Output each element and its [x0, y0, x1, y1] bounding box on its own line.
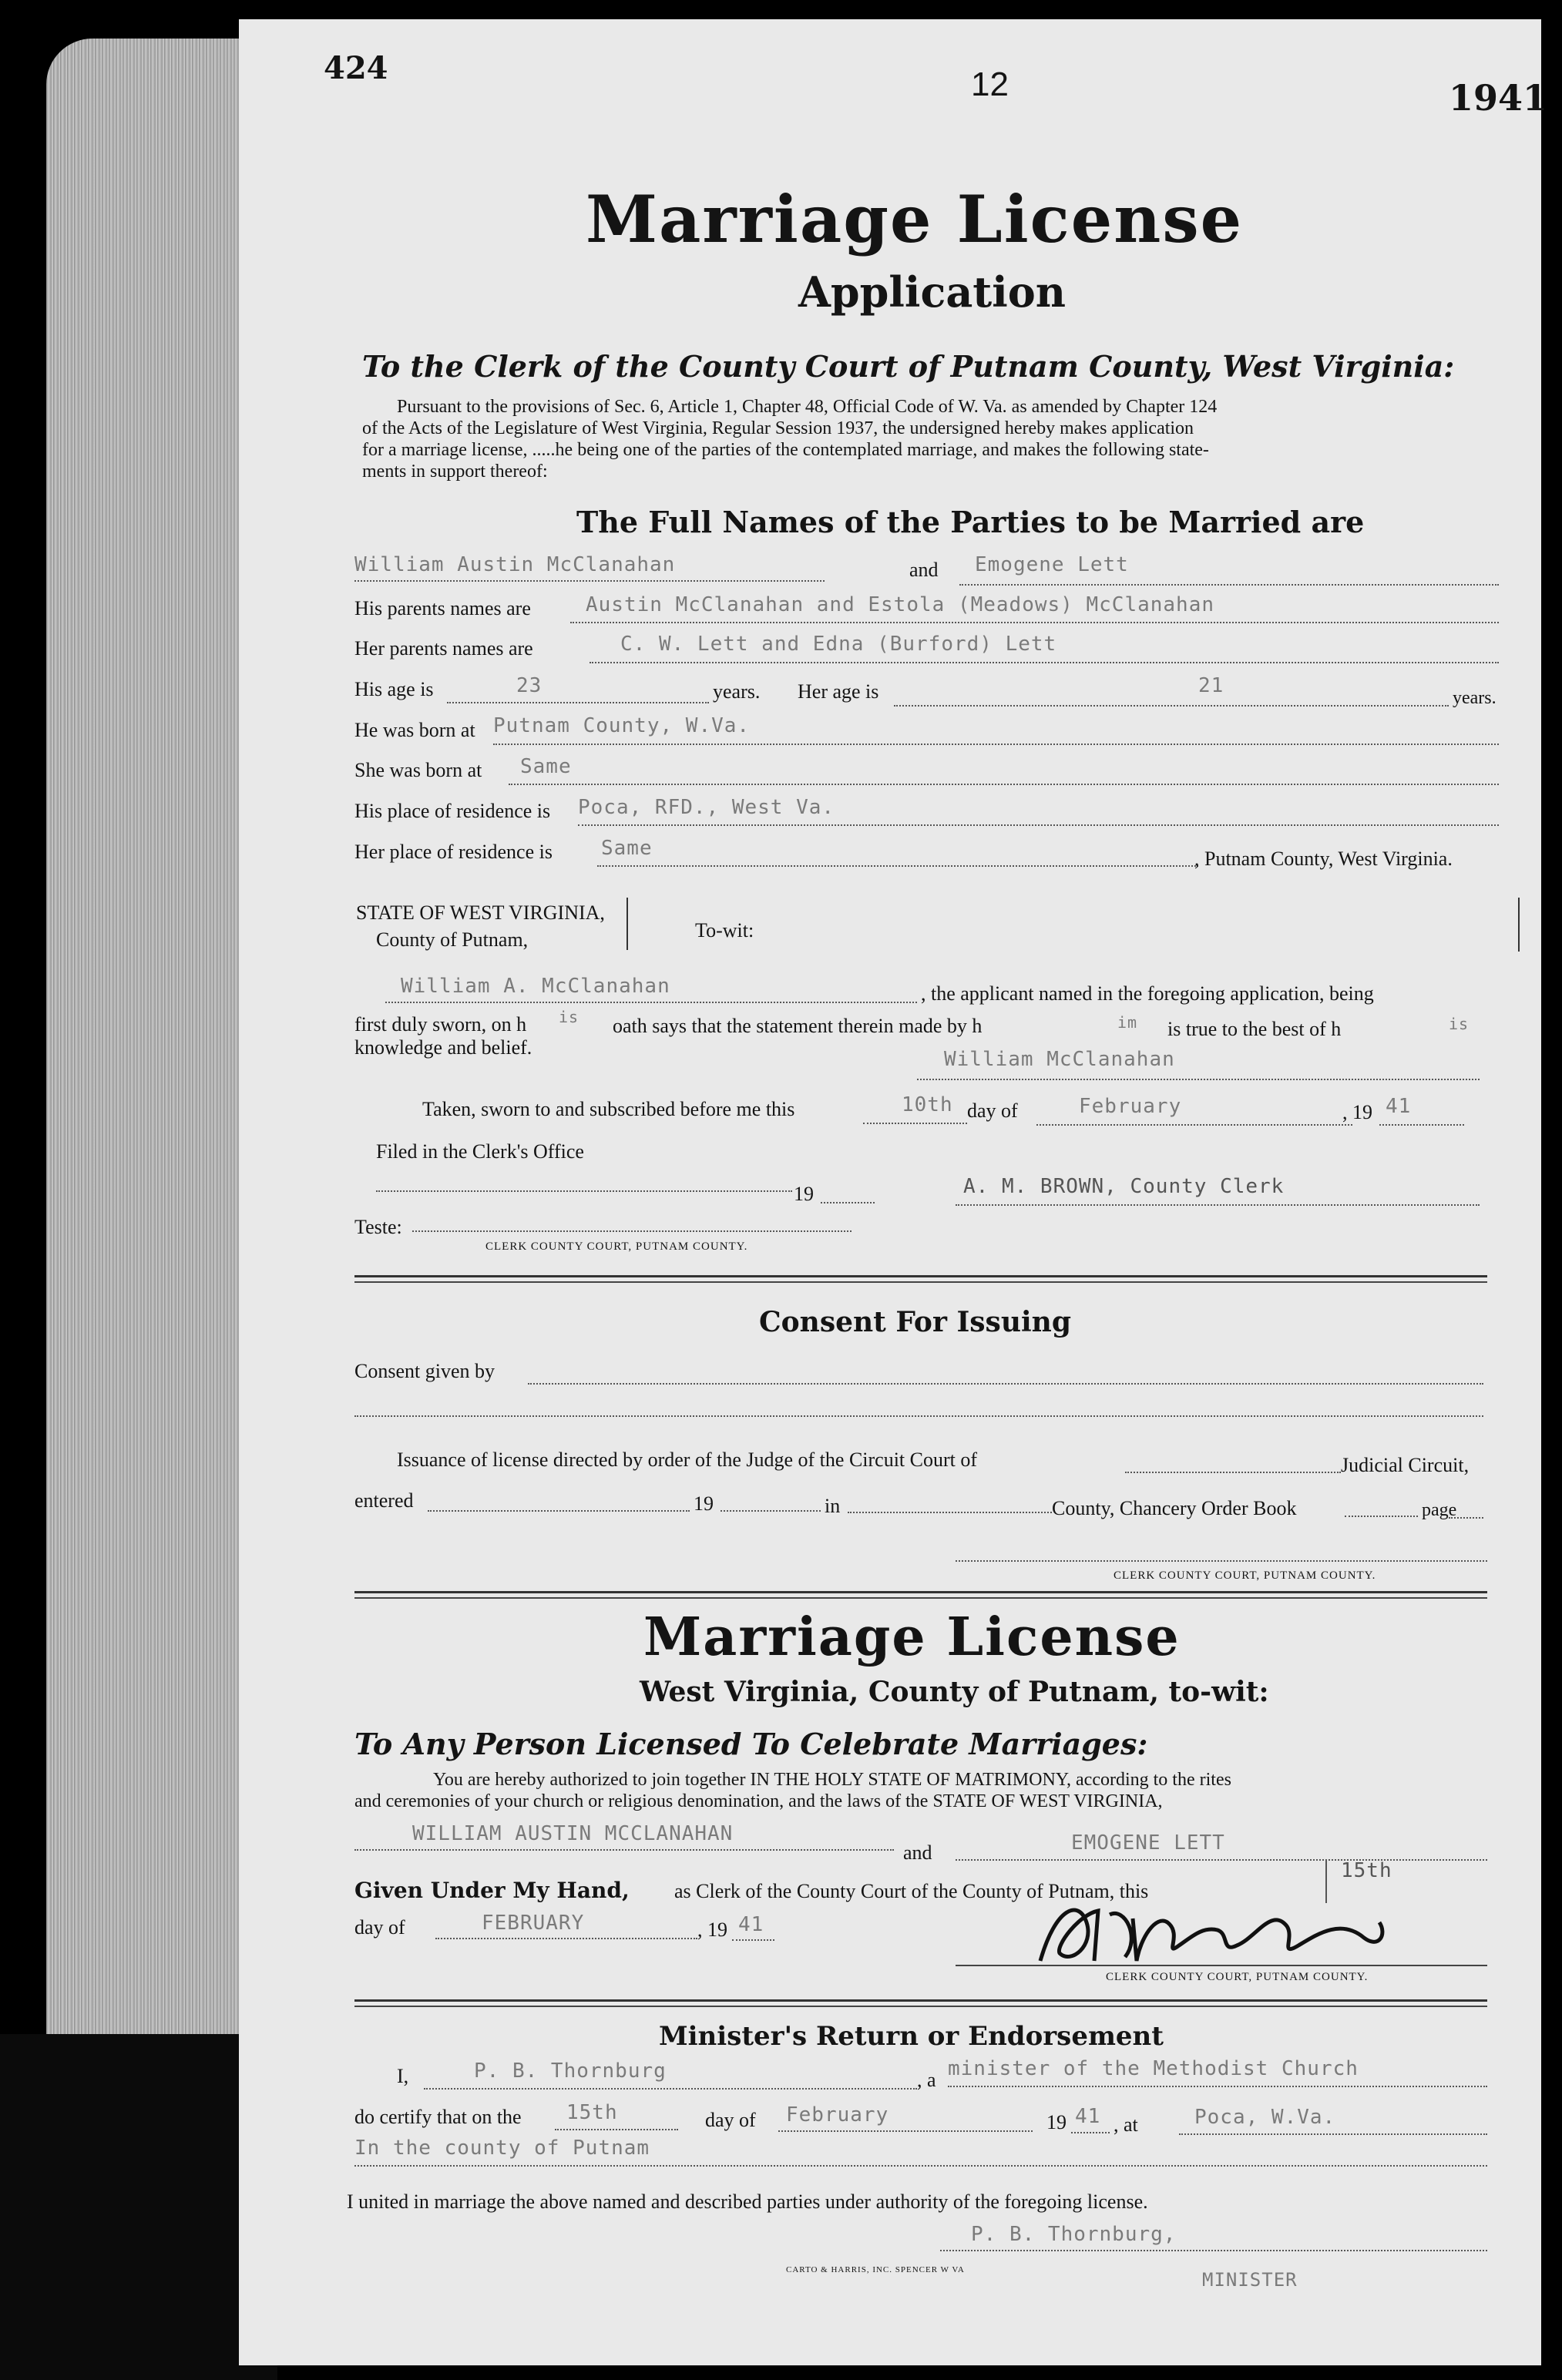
- and-label: and: [909, 559, 939, 581]
- his-parents-line: [570, 622, 1499, 623]
- issuance-label: Issuance of license directed by order of the Judge of the Circuit Court of: [397, 1448, 978, 1471]
- oath-his-1: is: [559, 1008, 579, 1026]
- license-year-prefix: , 19: [697, 1918, 727, 1941]
- his-residence-label: His place of residence is: [354, 800, 551, 822]
- oath-brace: [626, 898, 628, 950]
- year-number: 1941: [1449, 77, 1548, 119]
- consent-given-line: [528, 1383, 1483, 1385]
- oath-taken-label: Taken, sworn to and subscribed before me this: [422, 1098, 795, 1120]
- she-born-value: Same: [520, 755, 572, 778]
- license-groom: WILLIAM AUSTIN MCCLANAHAN: [412, 1822, 734, 1845]
- license-and-label: and: [903, 1841, 932, 1864]
- license-signature-line: [956, 1965, 1487, 1966]
- minister-i-label: I,: [397, 2065, 409, 2087]
- chancery-line: [1345, 1516, 1418, 1517]
- names-heading: The Full Names of the Parties to be Married are: [576, 505, 1365, 539]
- oath-state: STATE OF WEST VIRGINIA,: [356, 901, 605, 924]
- oath-right-bracket: [1518, 898, 1520, 952]
- consent-clerk-caption: CLERK COUNTY COURT, PUTNAM COUNTY.: [1114, 1569, 1376, 1582]
- in-label: in: [825, 1495, 841, 1517]
- filed-year-line: [821, 1202, 875, 1203]
- teste-line: [412, 1230, 852, 1232]
- his-residence-value: Poca, RFD., West Va.: [578, 796, 835, 819]
- license-bride-line: [956, 1859, 1487, 1861]
- minister-year-prefix: 19: [1046, 2111, 1067, 2133]
- his-parents-value: Austin McClanahan and Estola (Meadows) McClanahan: [586, 593, 1215, 616]
- oath-day-of-label: day of: [967, 1099, 1018, 1122]
- minister-signature-line: [940, 2250, 1487, 2251]
- oath-applicant-line: [385, 1002, 917, 1003]
- oath-month: February: [1079, 1095, 1182, 1118]
- minister-certify-label: do certify that on the: [354, 2106, 522, 2128]
- license-paragraph-1: You are hereby authorized to join together IN THE HOLY STATE OF MATRIMONY, according to the rites: [433, 1770, 1231, 1790]
- section-rule-1: [354, 1275, 1487, 1277]
- license-year: 41: [738, 1913, 764, 1936]
- oath-line-3: knowledge and belief.: [354, 1036, 532, 1059]
- filed-label: Filed in the Clerk's Office: [376, 1140, 584, 1163]
- entered-nineteen: 19: [694, 1492, 714, 1515]
- oath-line-2c: is true to the best of h: [1167, 1018, 1342, 1040]
- section-rule-2: [354, 1591, 1487, 1593]
- minister-role: minister of the Methodist Church: [948, 2057, 1359, 2080]
- her-full-name: Emogene Lett: [975, 553, 1129, 576]
- license-bride: EMOGENE LETT: [1071, 1831, 1225, 1855]
- license-month-line: [435, 1938, 697, 1939]
- minister-heading: Minister's Return or Endorsement: [659, 2021, 1164, 2052]
- county-clerk-line: [956, 1204, 1480, 1206]
- left-page-number: 424: [324, 50, 388, 86]
- minister-place: Poca, W.Va.: [1194, 2106, 1336, 2129]
- center-number: 12: [971, 65, 1009, 103]
- consent-clerk-line: [956, 1560, 1487, 1562]
- application-paragraph-3: for a marriage license, .....he being one of the parties of the contemplated marriage, and makes the following state-: [362, 440, 1209, 460]
- oath-year-line: [1379, 1124, 1464, 1126]
- oath-year: 41: [1386, 1095, 1412, 1118]
- minister-day: 15th: [566, 2101, 618, 2124]
- given-rest: as Clerk of the County Court of the County of Putnam, this: [674, 1880, 1149, 1902]
- application-title: Marriage License: [586, 181, 1244, 257]
- minister-united-text: I united in marriage the above named and described parties under authority of the foregoing license.: [347, 2190, 1148, 2213]
- minister-place-line: [1179, 2133, 1487, 2135]
- page-label: page: [1422, 1500, 1457, 1520]
- entered-label: entered: [354, 1489, 414, 1512]
- minister-at-label: , at: [1114, 2113, 1138, 2136]
- minister-county-line: In the county of Putnam: [354, 2137, 650, 2160]
- consent-given-line-2: [354, 1415, 1483, 1417]
- her-parents-line: [590, 662, 1499, 663]
- oath-applicant-signature: William McClanahan: [944, 1048, 1175, 1071]
- oath-month-line: [1036, 1124, 1352, 1126]
- her-parents-label: Her parents names are: [354, 637, 533, 660]
- oath-day-line: [863, 1123, 967, 1124]
- application-paragraph-4: ments in support thereof:: [362, 462, 548, 482]
- minister-name-line: [424, 2088, 917, 2090]
- his-residence-line: [578, 824, 1499, 826]
- section-rule-3: [354, 1999, 1487, 2002]
- his-name-line: [354, 580, 825, 582]
- license-day: 15th: [1341, 1859, 1392, 1882]
- minister-day-line: [555, 2129, 678, 2130]
- oath-signature-line: [917, 1079, 1480, 1080]
- application-paragraph-2: of the Acts of the Legislature of West Virginia, Regular Session 1937, the undersigned hereby makes application: [362, 418, 1194, 438]
- his-full-name: William Austin McClanahan: [354, 553, 676, 576]
- oath-year-prefix: , 19: [1342, 1101, 1372, 1123]
- minister-name: P. B. Thornburg: [474, 2059, 667, 2083]
- oath-line-2a: first duly sworn, on h: [354, 1013, 527, 1036]
- license-title: Marriage License: [643, 1606, 1181, 1668]
- license-address: To Any Person Licensed To Celebrate Marriages:: [354, 1727, 1148, 1761]
- ledger-page: [239, 19, 1548, 2365]
- application-subtitle: Application: [798, 267, 1067, 317]
- printer-credit: CARTO & HARRIS, INC. SPENCER W VA: [786, 2265, 965, 2274]
- in-line: [848, 1512, 1052, 1513]
- minister-month: February: [786, 2103, 889, 2127]
- page-line: [1449, 1517, 1483, 1519]
- she-born-line: [509, 784, 1499, 785]
- oath-applicant: William A. McClanahan: [401, 975, 670, 998]
- entered-line: [428, 1510, 690, 1512]
- minister-a-label: , a: [917, 2069, 936, 2091]
- license-year-line: [732, 1939, 774, 1941]
- oath-him: im: [1117, 1013, 1138, 1032]
- he-born-value: Putnam County, W.Va.: [493, 714, 751, 737]
- license-day-of-label: day of: [354, 1916, 405, 1939]
- oath-his-2: is: [1449, 1015, 1470, 1033]
- minister-signature: P. B. Thornburg,: [971, 2223, 1177, 2246]
- section-rule-2b: [354, 1597, 1487, 1599]
- clerk-signature: [1025, 1892, 1395, 1976]
- consent-given-label: Consent given by: [354, 1360, 495, 1382]
- oath-to-wit: To-wit:: [695, 919, 754, 942]
- her-parents-value: C. W. Lett and Edna (Burford) Lett: [620, 633, 1057, 656]
- his-age-line: [447, 702, 709, 703]
- license-paragraph-2: and ceremonies of your church or religious denomination, and the laws of the STATE OF WEST VIRGINIA,: [354, 1791, 1163, 1811]
- section-rule-1b: [354, 1281, 1487, 1283]
- given-under-hand: Given Under My Hand,: [354, 1878, 630, 1903]
- her-residence-line: [597, 865, 1198, 867]
- license-month: FEBRUARY: [482, 1912, 585, 1935]
- her-age-label: Her age is: [798, 680, 879, 703]
- her-age-value: 21: [1198, 674, 1224, 697]
- license-subtitle: West Virginia, County of Putnam, to-wit:: [640, 1676, 1269, 1708]
- his-age-value: 23: [516, 674, 543, 697]
- consent-heading: Consent For Issuing: [759, 1306, 1072, 1338]
- his-parents-label: His parents names are: [354, 597, 531, 619]
- his-years-label: years.: [713, 680, 761, 703]
- his-age-label: His age is: [354, 678, 434, 700]
- circuit-court-line: [1125, 1472, 1341, 1473]
- minister-day-of-label: day of: [705, 2109, 756, 2131]
- entered-year-line: [721, 1510, 821, 1512]
- dark-corner: [0, 2034, 277, 2380]
- minister-month-line: [778, 2130, 1033, 2132]
- he-born-label: He was born at: [354, 719, 475, 741]
- minister-year: 41: [1075, 2105, 1101, 2128]
- her-residence-suffix: , Putnam County, West Virginia.: [1194, 848, 1453, 870]
- license-groom-line: [354, 1849, 894, 1851]
- minister-role-line: [948, 2086, 1487, 2087]
- oath-line-2b: oath says that the statement therein made by h: [613, 1015, 983, 1037]
- her-residence-label: Her place of residence is: [354, 841, 553, 863]
- section-rule-3b: [354, 2006, 1487, 2007]
- minister-county-rule: [354, 2165, 1487, 2167]
- oath-line-1: , the applicant named in the foregoing application, being: [921, 982, 1374, 1005]
- filed-nineteen: 19: [794, 1183, 814, 1205]
- chancery-label: County, Chancery Order Book: [1052, 1497, 1297, 1519]
- oath-day: 10th: [902, 1093, 953, 1116]
- teste-label: Teste:: [354, 1216, 402, 1238]
- application-paragraph-1: Pursuant to the provisions of Sec. 6, Article 1, Chapter 48, Official Code of W. Va. as amended by Chapter 124: [397, 397, 1218, 417]
- teste-caption: CLERK COUNTY COURT, PUTNAM COUNTY.: [485, 1240, 748, 1253]
- she-born-label: She was born at: [354, 759, 482, 781]
- minister-year-line: [1071, 2132, 1110, 2133]
- application-address: To the Clerk of the County Court of Putnam County, West Virginia:: [362, 349, 1455, 384]
- book-page-edges: [46, 39, 254, 2342]
- minister-title: MINISTER: [1202, 2269, 1298, 2291]
- oath-county: County of Putnam,: [376, 928, 529, 951]
- license-clerk-caption: CLERK COUNTY COURT, PUTNAM COUNTY.: [1106, 1971, 1369, 1983]
- her-name-line: [959, 584, 1499, 586]
- judicial-circuit-label: Judicial Circuit,: [1341, 1454, 1470, 1476]
- her-years-label: years.: [1453, 688, 1496, 708]
- her-age-line: [894, 705, 1449, 707]
- her-residence-value: Same: [601, 837, 653, 860]
- filed-date-line: [376, 1190, 792, 1192]
- county-clerk-name: A. M. BROWN, County Clerk: [963, 1175, 1285, 1198]
- he-born-line: [493, 744, 1499, 745]
